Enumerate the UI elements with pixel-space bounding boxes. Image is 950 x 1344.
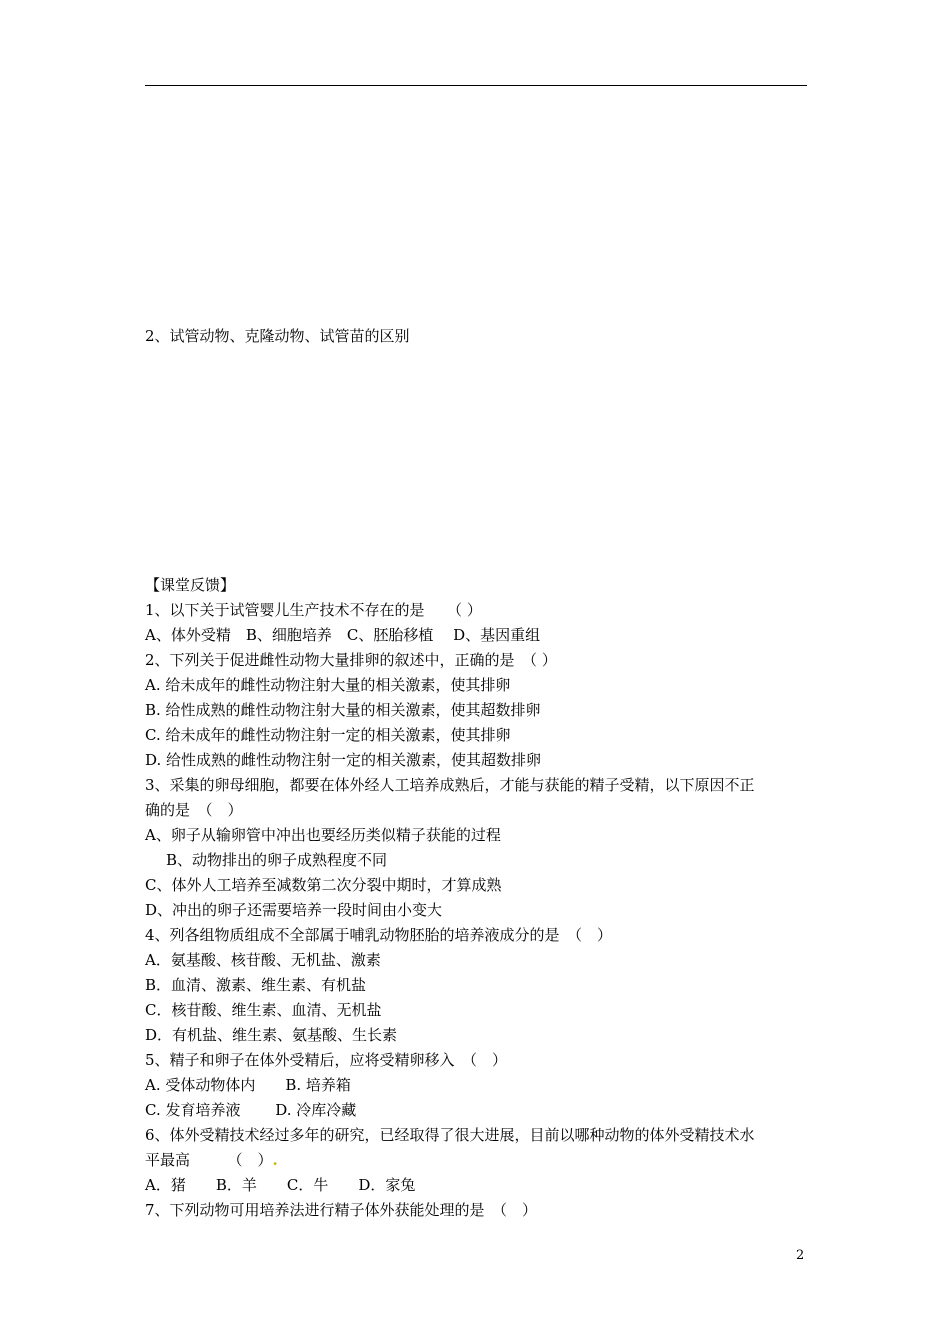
question-3-option-c: C、体外人工培养至减数第二次分裂中期时，才算成熟 bbox=[145, 876, 502, 894]
question-4-option-c: C．核苷酸、维生素、血清、无机盐 bbox=[145, 1001, 382, 1019]
section-heading: 2、试管动物、克隆动物、试管苗的区别 bbox=[145, 327, 410, 345]
question-4-option-b: B．血清、激素、维生素、有机盐 bbox=[145, 976, 367, 994]
question-1-options: A、体外受精 B、细胞培养 C、胚胎移植 D、基因重组 bbox=[145, 626, 541, 644]
stray-dot-mark: . bbox=[272, 1151, 278, 1169]
question-6-stem-cont bbox=[145, 1150, 278, 1170]
question-7-stem: 7、下列动物可用培养法进行精子体外获能处理的是 （ ） bbox=[145, 1201, 538, 1219]
question-3-option-b: B、动物排出的卵子成熟程度不同 bbox=[166, 851, 388, 869]
question-6-options: A．猪 B．羊 C．牛 D．家兔 bbox=[145, 1176, 416, 1194]
feedback-title: 【课堂反馈】 bbox=[145, 576, 236, 594]
question-2-stem: 2、下列关于促进雌性动物大量排卵的叙述中，正确的是 （ ） bbox=[145, 651, 557, 669]
question-5-stem: 5、精子和卵子在体外受精后，应将受精卵移入 （ ） bbox=[145, 1051, 508, 1069]
question-2-option-a: A. 给未成年的雌性动物注射大量的相关激素，使其排卵 bbox=[145, 676, 511, 694]
question-3-option-d: D、冲出的卵子还需要培养一段时间由小变大 bbox=[145, 901, 443, 919]
question-5-options-ab: A. 受体动物体内 B. 培养箱 bbox=[145, 1076, 351, 1094]
question-2-option-c: C. 给未成年的雌性动物注射一定的相关激素，使其排卵 bbox=[145, 726, 511, 744]
question-6-stem-cont-text: 平最高 （ ） bbox=[145, 1151, 273, 1169]
question-4-stem: 4、列各组物质组成不全部属于哺乳动物胚胎的培养液成分的是 （ ） bbox=[145, 926, 613, 944]
question-2-option-b: B. 给性成熟的雌性动物注射大量的相关激素，使其超数排卵 bbox=[145, 701, 541, 719]
page-number: 2 bbox=[796, 1248, 805, 1263]
question-3-option-a: A、卵子从输卵管中冲出也要经历类似精子获能的过程 bbox=[145, 826, 501, 844]
question-4-option-d: D．有机盐、维生素、氨基酸、生长素 bbox=[145, 1026, 398, 1044]
question-6-stem: 6、体外受精技术经过多年的研究，已经取得了很大进展，目前以哪种动物的体外受精技术水 bbox=[145, 1126, 755, 1144]
question-4-option-a: A．氨基酸、核苷酸、无机盐、激素 bbox=[145, 951, 381, 969]
header-rule bbox=[145, 85, 807, 86]
question-3-stem: 3、采集的卵母细胞，都要在体外经人工培养成熟后，才能与获能的精子受精，以下原因不正 bbox=[145, 776, 755, 794]
question-3-stem-cont: 确的是 （ ） bbox=[145, 801, 243, 819]
question-1-stem: 1、以下关于试管婴儿生产技术不存在的是 （ ） bbox=[145, 601, 482, 619]
question-5-options-cd: C. 发育培养液 D. 冷库冷藏 bbox=[145, 1101, 357, 1119]
question-2-option-d: D. 给性成熟的雌性动物注射一定的相关激素，使其超数排卵 bbox=[145, 751, 542, 769]
